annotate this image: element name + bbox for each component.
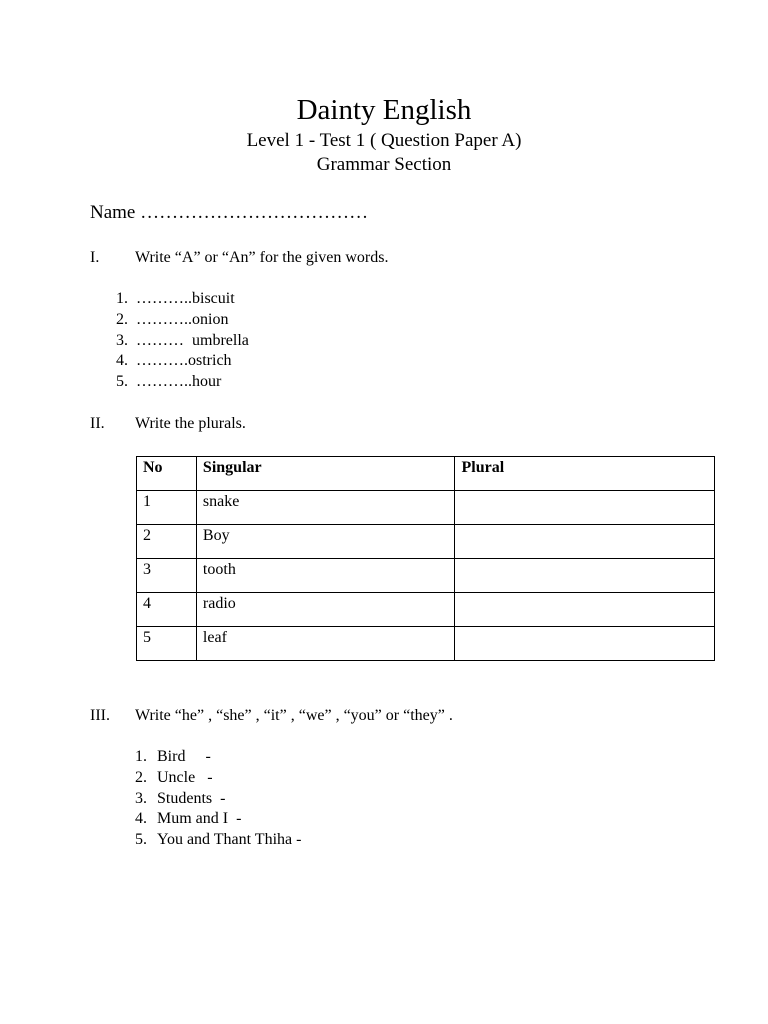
table-row: [137, 627, 715, 661]
cell-singular: tooth: [196, 559, 455, 593]
list-item: [132, 747, 301, 768]
paper-title: Dainty English: [296, 94, 472, 126]
item-text: You and Thant Thiha -: [157, 831, 302, 849]
item-text: Uncle -: [157, 768, 213, 786]
cell-plural-answer[interactable]: [455, 491, 715, 525]
paper-subtitle: Level 1 - Test 1 ( Question Paper A): [246, 130, 522, 151]
column-header-singular: Singular: [196, 457, 455, 491]
item-number: 1.: [135, 748, 147, 765]
cell-singular: leaf: [196, 627, 455, 661]
column-header-no: No: [137, 457, 197, 491]
plurals-table: [136, 456, 715, 661]
cell-no: 5: [137, 627, 197, 661]
cell-plural-answer[interactable]: [455, 525, 715, 559]
item-number: 1.: [116, 290, 128, 307]
item-text: ……….ostrich: [136, 352, 232, 370]
list-item: [132, 789, 301, 810]
cell-singular: snake: [196, 491, 455, 525]
list-item: [132, 768, 301, 789]
item-text: ………..biscuit: [136, 290, 235, 307]
table-row: [137, 559, 715, 593]
item-text: ………..hour: [136, 373, 222, 391]
list-item: [110, 372, 249, 393]
list-item: [132, 809, 301, 830]
table-row: [137, 525, 715, 559]
item-text: ………..onion: [136, 310, 229, 328]
item-text: Bird -: [157, 748, 211, 765]
cell-plural-answer[interactable]: [455, 627, 715, 661]
item-number: 2.: [135, 768, 147, 786]
article-question-list: [110, 289, 249, 393]
list-item: [132, 830, 301, 851]
item-number: 3.: [116, 331, 128, 349]
list-item: [110, 331, 249, 352]
cell-plural-answer[interactable]: [455, 593, 715, 627]
list-item: [110, 310, 249, 331]
section-number: I.: [90, 249, 100, 266]
section-instruction: Write “A” or “An” for the given words.: [135, 249, 389, 266]
section-heading: Grammar Section: [316, 154, 452, 175]
cell-no: 2: [137, 525, 197, 559]
column-header-plural: Plural: [455, 457, 715, 491]
item-number: 3.: [135, 789, 147, 807]
section-number: III.: [90, 707, 110, 724]
item-number: 4.: [135, 810, 147, 828]
item-number: 5.: [135, 831, 147, 849]
table-row: [137, 491, 715, 525]
cell-no: 4: [137, 593, 197, 627]
list-item: [110, 351, 249, 372]
table-header-row: [137, 457, 715, 491]
item-number: 5.: [116, 373, 128, 391]
section-number: II.: [90, 415, 105, 432]
cell-plural-answer[interactable]: [455, 559, 715, 593]
list-item: [110, 289, 249, 310]
cell-no: 3: [137, 559, 197, 593]
cell-singular: Boy: [196, 525, 455, 559]
item-text: Students -: [157, 789, 226, 807]
name-field: Name ………………………………: [90, 202, 369, 223]
item-text: ……… umbrella: [136, 331, 249, 349]
cell-singular: radio: [196, 593, 455, 627]
table-row: [137, 593, 715, 627]
section-instruction: Write the plurals.: [135, 415, 246, 432]
item-text: Mum and I -: [157, 810, 242, 828]
pronoun-question-list: [132, 747, 301, 851]
item-number: 4.: [116, 352, 128, 370]
item-number: 2.: [116, 310, 128, 328]
section-instruction: Write “he” , “she” , “it” , “we” , “you” or “they” .: [135, 707, 453, 724]
cell-no: 1: [137, 491, 197, 525]
